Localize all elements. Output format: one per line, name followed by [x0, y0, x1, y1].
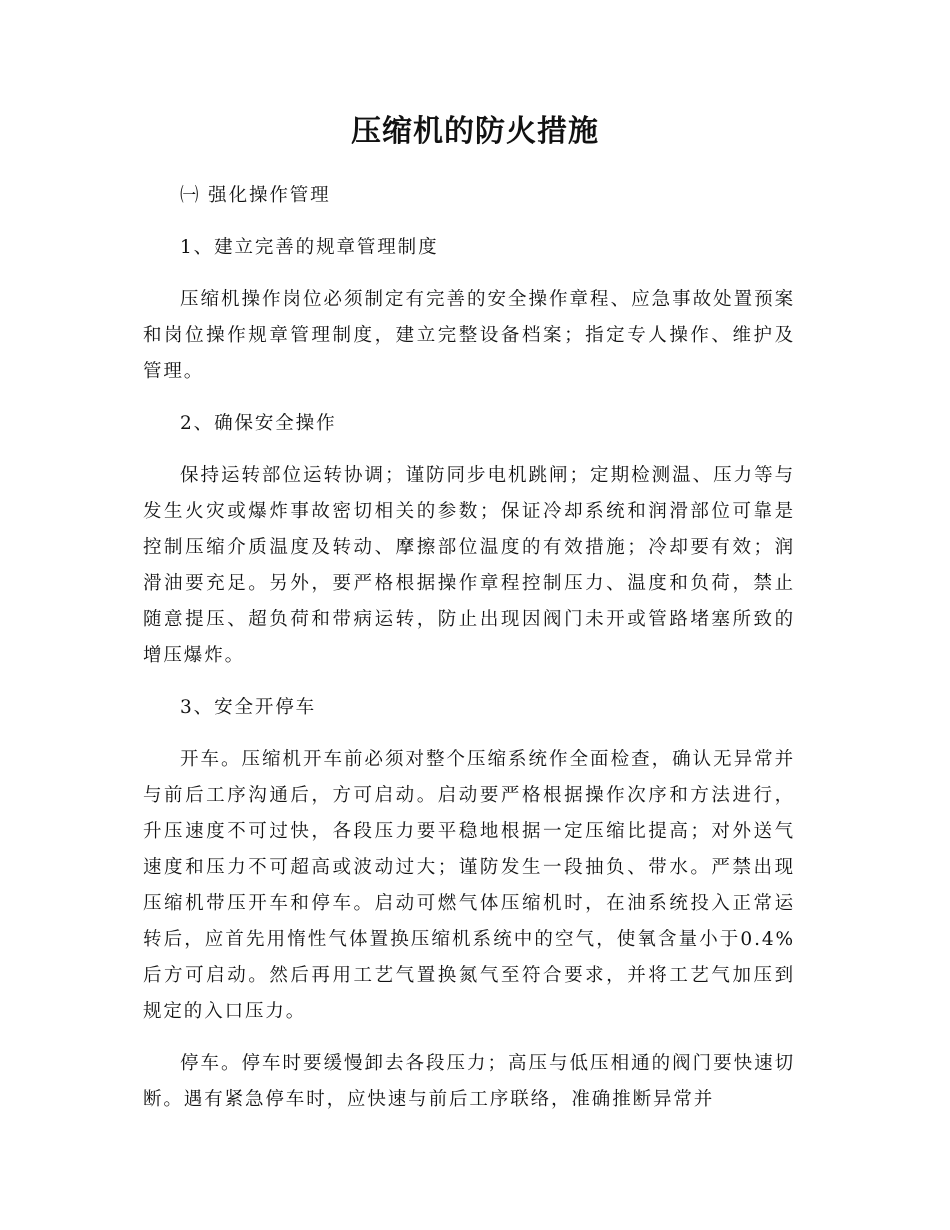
subheading-start-stop: 3、安全开停车 — [180, 697, 317, 718]
paragraph-start: 开车。压缩机开车前必须对整个压缩系统作全面检查，确认无异常并与前后工序沟通后，方可启动。启动要严格根据操作次序和方法进行，升压速度不可过快，各段压力要平稳地根据一定压缩比提高；对外送气速度和压力不可超高或波动过大；谨防发生一段抽负、带水。严禁出现压缩机带压开车和停车。启动可燃气体压缩机时，在油系统投入正常运转后，应首先用惰性气体置换压缩机系统中的空气，使氧含量小于0.4%后方可启动。然后再用工艺气置换氮气至符合要求，并将工艺气加压到规定的入口压力。 — [143, 749, 795, 1022]
subheading-safe-operation: 2、确保安全操作 — [180, 413, 337, 434]
paragraph-safe-operation: 保持运转部位运转协调；谨防同步电机跳闸；定期检测温、压力等与发生火灾或爆炸事故密切相关的参数；保证冷却系统和润滑部位可靠是控制压缩介质温度及转动、摩擦部位温度的有效措施；冷却要有效；润滑油要充足。另外，要严格根据操作章程控制压力、温度和负荷，禁止随意提压、超负荷和带病运转，防止出现因阀门未开或管路堵塞所致的增压爆炸。 — [143, 465, 795, 666]
paragraph-regulations: 压缩机操作岗位必须制定有完善的安全操作章程、应急事故处置预案和岗位操作规章管理制度，建立完整设备档案；指定专人操作、维护及管理。 — [143, 289, 795, 382]
paragraph-stop: 停车。停车时要缓慢卸去各段压力；高压与低压相通的阀门要快速切断。遇有紧急停车时，应快速与前后工序联络，准确推断异常并 — [143, 1053, 795, 1110]
section-heading-strengthen-management: ㈠ 强化操作管理 — [180, 185, 331, 206]
document-title: 压缩机的防火措施 — [351, 114, 599, 149]
subheading-regulations: 1、建立完善的规章管理制度 — [180, 237, 439, 258]
document-page — [143, 108, 795, 1134]
